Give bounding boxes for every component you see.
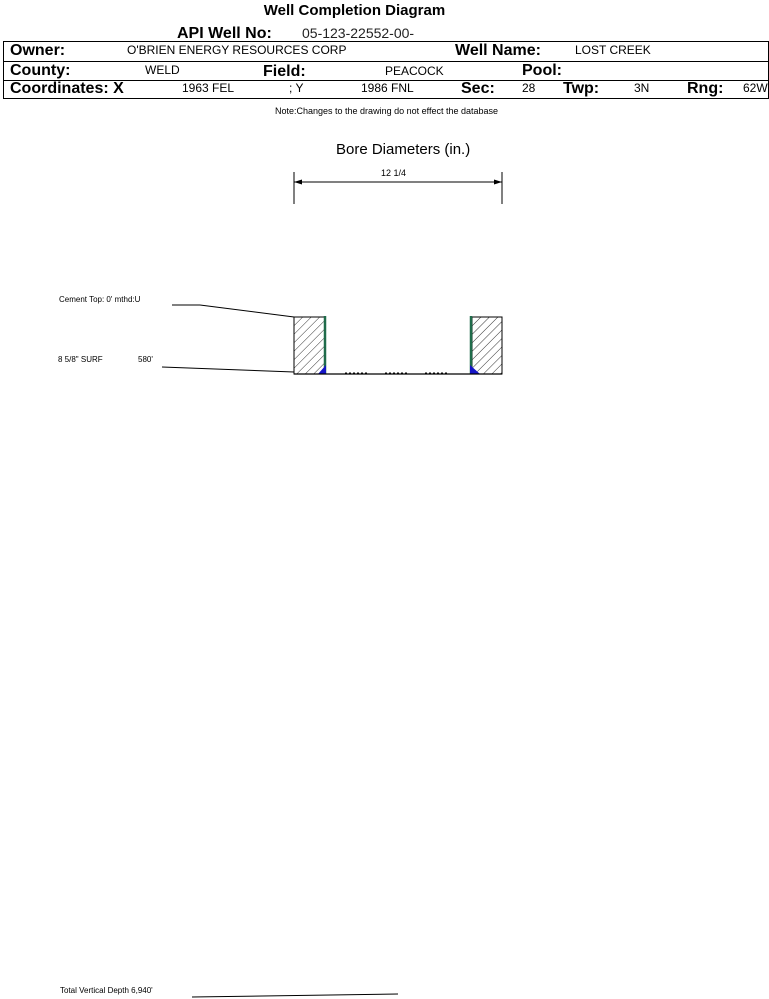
owner-value: O'BRIEN ENERGY RESOURCES CORP xyxy=(127,43,347,57)
bore-diameter-value: 12 1/4 xyxy=(381,168,407,178)
casing-label: 8 5/8" SURF xyxy=(58,355,103,364)
coord-x-value: 1963 FEL xyxy=(182,81,235,95)
well-name-label: Well Name: xyxy=(455,42,541,59)
page-title: Well Completion Diagram xyxy=(263,2,446,19)
rng-label: Rng: xyxy=(687,80,724,97)
right-cement-annulus xyxy=(472,317,502,374)
rng-value: 62W xyxy=(743,81,768,95)
casing-depth: 580' xyxy=(138,355,153,364)
coord-y-label: ; Y xyxy=(289,81,304,95)
pool-label: Pool: xyxy=(522,62,562,79)
api-value: 05-123-22552-00- xyxy=(302,25,415,41)
api-label: API Well No: xyxy=(177,25,272,42)
total-depth-label: Total Vertical Depth 6,940' xyxy=(60,986,153,995)
bore-diameters-title: Bore Diameters (in.) xyxy=(336,141,471,158)
twp-value: 3N xyxy=(634,81,650,95)
county-label: County: xyxy=(10,62,71,79)
cement-top-label: Cement Top: 0' mthd:U xyxy=(59,295,141,304)
coord-y-value: 1986 FNL xyxy=(361,81,414,95)
sec-value: 28 xyxy=(522,81,536,95)
left-cement-annulus xyxy=(294,317,325,374)
well-name-value: LOST CREEK xyxy=(575,43,651,57)
county-value: WELD xyxy=(145,63,180,77)
twp-label: Twp: xyxy=(563,80,600,97)
field-label: Field: xyxy=(263,63,306,80)
total-depth-line xyxy=(192,994,398,997)
field-value: PEACOCK xyxy=(385,64,444,78)
casing-leader xyxy=(162,367,294,372)
owner-label: Owner: xyxy=(10,42,66,59)
database-note: Note:Changes to the drawing do not effect the database xyxy=(275,106,498,116)
bore-dimension-line xyxy=(294,172,502,204)
sec-label: Sec: xyxy=(461,80,495,97)
coordinates-label: Coordinates: X xyxy=(10,80,124,97)
